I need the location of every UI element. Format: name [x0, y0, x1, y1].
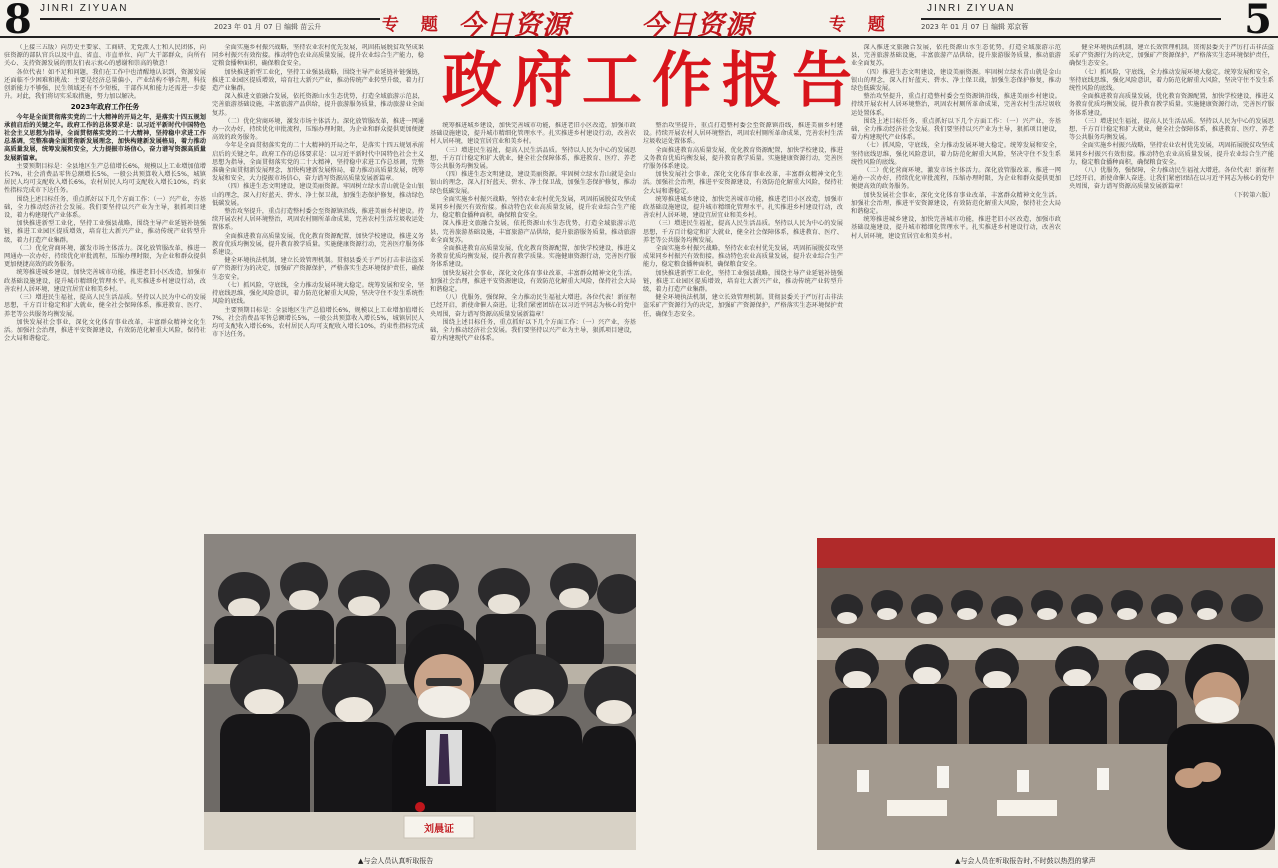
paragraph: 围绕上述目标任务，重点抓好以下几个方面工作：（一）兴产业，夯基础，全力推动经济社会发展。我们要坚持以兴产业为主导，狠抓项目建设，着力构建现代产业体系。 — [4, 195, 206, 220]
paragraph: 各位代表！如不足和问题，我们在工作中也清醒地认识到，资源发展还面临不少困难和挑战：主要是经济总量偏小，产业结构不够合理，科技创新能力不够强，民生领域还有不少短板，干部作风和能力还需进一步提升。对此，我们将切实采取措施，努力加以解决。 — [4, 68, 206, 101]
paragraph: （四）推进生态文明建设，建设美丽资源。牢固树立绿水青山就是金山银山的理念，深入打好蓝天、碧水、净土保卫战，加强生态保护修复，推动绿色低碳发展。 — [212, 183, 424, 207]
paragraph: 围绕上述目标任务，重点抓好以下几个方面工作：（一）兴产业，夯基础，全力推动经济社会发展。我们要坚持以兴产业为主导，狠抓项目建设，着力构建现代产业体系。 — [430, 318, 636, 343]
left-rule — [40, 18, 380, 20]
left-date-line: 2023 年 01 月 07 日 编辑 苗云升 — [214, 23, 322, 31]
meeting-photo-left-illustration — [204, 534, 636, 850]
paragraph: 围绕上述目标任务，重点抓好以下几个方面工作：（一）兴产业，夯基础，全力推动经济社会发展。我们要坚持以兴产业为主导，狠抓项目建设，着力构建现代产业体系。 — [851, 117, 1061, 142]
page-headline: 政府工作报告 — [442, 46, 862, 116]
paragraph: 整治攻坚提升，重点打造整村委会至资源镇沿线，推进美丽乡村建设。持续开展农村人居环境整治，巩固农村厕所革命成果，完善农村生活垃圾收运处置体系。 — [212, 208, 424, 232]
paragraph: （二）优化营商环境，激发市场主体活力。深化放管服改革，推进一网通办一次办好，持续优化审批流程，压缩办理时限，为企业和群众提供更加便捷高效的政务服务。 — [851, 167, 1061, 191]
right-date-line: 2023 年 01 月 07 日 编辑 郑京蓉 — [921, 23, 1029, 31]
paragraph: 加快发展社会事业，深化文化体育事业改革，丰富群众精神文化生活。加强社会治理，推进平安资源建设，有效防范化解重大风险，保持社会大局和谐稳定。 — [430, 269, 636, 294]
paragraph: 整治攻坚提升，重点打造整村委会至资源镇沿线，推进美丽乡村建设。持续开展农村人居环境整治，巩固农村厕所革命成果，完善农村生活垃圾收运处置体系。 — [851, 93, 1061, 117]
right-section-label: 专 题 — [829, 15, 893, 35]
paragraph: 深入推进文旅融合发展，依托资源山水生态优势，打造全域旅游示范县，完善旅游基础设施，丰富旅游产品供给，提升旅游服务质量，推动旅游业全面复苏。 — [851, 44, 1061, 68]
meeting-photo-left — [204, 534, 636, 850]
right-page — [639, 0, 1278, 868]
section-title: 2023年政府工作任务 — [70, 103, 140, 112]
paragraph: 今年是全面贯彻落实党的二十大精神的开局之年，是落实十四五规划承前启后的关键之年。政府工作的总体要求是：以习近平新时代中国特色社会主义思想为指导，全面贯彻落实党的二十大精神，坚持稳中求进工作总基调，完整准确全面贯彻新发展理念，加快构建新发展格局，着力推动高质量发展，统筹发展和安全，大力提振市场信心，奋力谱写资源高质量发展新篇章。 — [212, 142, 424, 183]
paragraph: （三）增进民生福祉，提高人民生活品质。坚持以人民为中心的发展思想，千方百计稳定和扩大就业，健全社会保障体系，推进教育、医疗、养老等公共服务均衡发展。 — [643, 220, 843, 244]
nameplate-label: 刘晨证 — [424, 824, 454, 835]
paragraph: 统筹推进城乡建设，加快完善城市功能，推进老旧小区改造，加强市政基础设施建设，提升城市精细化管理水平。扎实推进乡村建设行动，改善农村人居环境，建设宜居宜业和美乡村。 — [643, 195, 843, 220]
right-page-number: 5 — [1244, 0, 1272, 43]
paragraph: 健全环境执法机制，建立长效管理机制。贯彻县委关于严厉打击非法盗采矿产资源行为的决定，加强矿产资源保护，严格落实生态环境保护责任，确保生态安全。 — [212, 257, 424, 281]
paragraph: （七）抓风险，守底线，全力推动发展环境大稳定。统筹发展和安全，坚持底线思维，强化风险意识，着力防范化解重大风险，坚决守住不发生系统性风险的底线。 — [212, 281, 424, 306]
paragraph: 加快发展社会事业，深化文化体育事业改革，丰富群众精神文化生活。加强社会治理，推进平安资源建设，有效防范化解重大风险，保持社会大局和谐稳定。 — [4, 318, 206, 343]
paragraph: 全面实施乡村振兴战略，坚持农业农村优先发展，巩固拓展脱贫攻坚成果同乡村振兴有效衔接。推动特色农业高质量发展，提升农业综合生产能力，稳定粮食播种面积，确保粮食安全。 — [430, 195, 636, 220]
paragraph: （三）增进民生福祉，提高人民生活品质。坚持以人民为中心的发展思想，千方百计稳定和扩大就业，健全社会保障体系，推进教育、医疗、养老等公共服务均衡发展。 — [1069, 117, 1274, 142]
article-column-6 — [1069, 44, 1274, 534]
article-column-3 — [430, 122, 636, 532]
paragraph: 加快推进新型工业化，坚持工业强县战略，围绕主导产业延链补链强链，推进工业园区提质增效，培育壮大新兴产业，推动传统产业转型升级，着力打造产业集群。 — [212, 68, 424, 93]
paragraph: 健全环境执法机制，建立长效管理机制。贯彻县委关于严厉打击非法盗采矿产资源行为的决定，加强矿产资源保护，严格落实生态环境保护责任，确保生态安全。 — [643, 294, 843, 318]
paragraph: （三）增进民生福祉，提高人民生活品质。坚持以人民为中心的发展思想，千方百计稳定和扩大就业，健全社会保障体系，推进教育、医疗、养老等公共服务均衡发展。 — [430, 146, 636, 171]
article-column-5 — [851, 44, 1061, 534]
paragraph: （四）推进生态文明建设，建设美丽资源。牢固树立绿水青山就是金山银山的理念，深入打好蓝天、碧水、净土保卫战，加强生态保护修复，推动绿色低碳发展。 — [430, 171, 636, 195]
paragraph: 全面推进教育高质量发展，优化教育资源配置，加快学校建设，推进义务教育优质均衡发展，提升教育教学质量。实施健康资源行动，完善医疗服务体系建设。 — [643, 146, 843, 171]
paragraph: （四）推进生态文明建设，建设美丽资源。牢固树立绿水青山就是金山银山的理念，深入打好蓝天、碧水、净土保卫战，加强生态保护修复，推动绿色低碳发展。 — [851, 68, 1061, 93]
paragraph: 今年是全面贯彻落实党的二十大精神的开局之年，是落实十四五规划承前启后的关键之年。政府工作的总体要求是：以习近平新时代中国特色社会主义思想为指导，全面贯彻落实党的二十大精神，坚持稳中求进工作总基调，完整准确全面贯彻新发展理念，加快构建新发展格局，着力推动高质量发展，统筹发展和安全，大力提振市场信心，奋力谱写资源高质量发展新篇章。 — [4, 113, 206, 162]
left-pinyin: JINRI ZIYUAN — [40, 3, 129, 14]
paragraph: 深入推进文旅融合发展，依托资源山水生态优势，打造全域旅游示范县，完善旅游基础设施，丰富旅游产品供给，提升旅游服务质量，推动旅游业全面复苏。 — [212, 93, 424, 117]
paragraph: （七）抓风险，守底线，全力推动发展环境大稳定。统筹发展和安全，坚持底线思维，强化风险意识，着力防范化解重大风险，坚决守住不发生系统性风险的底线。 — [1069, 68, 1274, 93]
paragraph: （二）优化营商环境，激发市场主体活力。深化放管服改革，推进一网通办一次办好，持续优化审批流程，压缩办理时限，为企业和群众提供更加便捷高效的政务服务。 — [212, 117, 424, 142]
right-logo: 今日资源 — [641, 10, 753, 41]
paragraph: （二）优化营商环境，激发市场主体活力。深化放管服改革，推进一网通办一次办好，持续优化审批流程，压缩办理时限，为企业和群众提供更加便捷高效的政务服务。 — [4, 244, 206, 269]
paragraph: 加快推进新型工业化，坚持工业强县战略，围绕主导产业延链补链强链，推进工业园区提质增效，培育壮大新兴产业，推动传统产业转型升级，着力打造产业集群。 — [4, 220, 206, 244]
right-pinyin: JINRI ZIYUAN — [927, 3, 1016, 14]
paragraph: （上接三五版）向历史主要家、工商研、无党派人士和人民团体，向驻资源的部队官兵以及中直、省直、市直单位、向广大干部群众，向所有关心、支持资源发展的朋友们表示衷心的感谢和崇高的敬意！ — [4, 44, 206, 68]
right-photo-caption: ▲与会人员在听取报告时,不时鼓以热烈的掌声 — [955, 857, 1096, 865]
meeting-photo-right-illustration — [817, 538, 1275, 850]
paragraph: 全面实施乡村振兴战略，坚持农业农村优先发展，巩固拓展脱贫攻坚成果同乡村振兴有效衔接。推动特色农业高质量发展，提升农业综合生产能力，稳定粮食播种面积，确保粮食安全。 — [1069, 142, 1274, 166]
continue-note: （下转第六版） — [1230, 191, 1274, 199]
paragraph: 深入推进文旅融合发展，依托资源山水生态优势，打造全域旅游示范县，完善旅游基础设施，丰富旅游产品供给，提升旅游服务质量，推动旅游业全面复苏。 — [430, 220, 636, 244]
paragraph: （八）优服务，强保障，全力推动民生福祉大增进。各位代表！新征程已经开启，新使命催人奋进。让我们紧密团结在以习近平同志为核心的党中央周围，奋力谱写资源高质量发展新篇章！ — [430, 294, 636, 318]
left-logo: 今日资源 — [458, 10, 570, 41]
left-page-number: 8 — [4, 0, 32, 43]
left-masthead — [0, 0, 639, 43]
paragraph: （七）抓风险，守底线，全力推动发展环境大稳定。统筹发展和安全，坚持底线思维，强化风险意识，着力防范化解重大风险，坚决守住不发生系统性风险的底线。 — [851, 142, 1061, 166]
paragraph: 统筹推进城乡建设，加快完善城市功能，推进老旧小区改造，加强市政基础设施建设，提升城市精细化管理水平。扎实推进乡村建设行动，改善农村人居环境，建设宜居宜业和美乡村。 — [851, 216, 1061, 240]
paragraph: 健全环境执法机制，建立长效管理机制。贯彻县委关于严厉打击非法盗采矿产资源行为的决定，加强矿产资源保护，严格落实生态环境保护责任，确保生态安全。 — [1069, 44, 1274, 68]
article-column-1 — [4, 44, 206, 532]
paragraph: 全面实施乡村振兴战略，坚持农业农村优先发展，巩固拓展脱贫攻坚成果同乡村振兴有效衔接。推动特色农业高质量发展，提升农业综合生产能力，稳定粮食播种面积，确保粮食安全。 — [643, 245, 843, 269]
paragraph: （三）增进民生福祉，提高人民生活品质。坚持以人民为中心的发展思想，千方百计稳定和扩大就业，健全社会保障体系，推进教育、医疗、养老等公共服务均衡发展。 — [4, 294, 206, 318]
meeting-photo-right — [817, 538, 1275, 850]
article-column-2 — [212, 44, 424, 532]
right-masthead — [639, 0, 1278, 43]
paragraph: 全面推进教育高质量发展，优化教育资源配置，加快学校建设，推进义务教育优质均衡发展，提升教育教学质量。实施健康资源行动，完善医疗服务体系建设。 — [212, 232, 424, 257]
left-section-label: 专 题 — [382, 15, 446, 35]
paragraph: （八）优服务，强保障，全力推动民生福祉大增进。各位代表！新征程已经开启，新使命催人奋进。让我们紧密团结在以习近平同志为核心的党中央周围，奋力谱写资源高质量发展新篇章！ — [1069, 167, 1274, 191]
paragraph: 统筹推进城乡建设，加快完善城市功能，推进老旧小区改造，加强市政基础设施建设，提升城市精细化管理水平。扎实推进乡村建设行动，改善农村人居环境，建设宜居宜业和美乡村。 — [4, 269, 206, 293]
paragraph: 加快推进新型工业化，坚持工业强县战略，围绕主导产业延链补链强链，推进工业园区提质增效，培育壮大新兴产业，推动传统产业转型升级，着力打造产业集群。 — [643, 269, 843, 294]
paragraph: 加快发展社会事业，深化文化体育事业改革，丰富群众精神文化生活。加强社会治理，推进平安资源建设，有效防范化解重大风险，保持社会大局和谐稳定。 — [851, 191, 1061, 216]
paragraph: 全面推进教育高质量发展，优化教育资源配置，加快学校建设，推进义务教育优质均衡发展，提升教育教学质量。实施健康资源行动，完善医疗服务体系建设。 — [1069, 93, 1274, 117]
paragraph: 加快发展社会事业，深化文化体育事业改革，丰富群众精神文化生活。加强社会治理，推进平安资源建设，有效防范化解重大风险，保持社会大局和谐稳定。 — [643, 171, 843, 195]
paragraph: 统筹推进城乡建设，加快完善城市功能，推进老旧小区改造，加强市政基础设施建设，提升城市精细化管理水平。扎实推进乡村建设行动，改善农村人居环境，建设宜居宜业和美乡村。 — [430, 122, 636, 146]
paragraph: 整治攻坚提升，重点打造整村委会至资源镇沿线，推进美丽乡村建设。持续开展农村人居环境整治，巩固农村厕所革命成果，完善农村生活垃圾收运处置体系。 — [643, 122, 843, 146]
paragraph: 主要预期目标是：全县地区生产总值增长6%，规模以上工业增加值增长7%，社会消费品零售总额增长5%，一般公共预算收入增长5%，城镇居民人均可支配收入增长6%，农村居民人均可支配收入增长10%，约束性指标完成市下达任务。 — [4, 162, 206, 195]
paragraph: 全面推进教育高质量发展，优化教育资源配置，加快学校建设，推进义务教育优质均衡发展，提升教育教学质量。实施健康资源行动，完善医疗服务体系建设。 — [430, 245, 636, 269]
paragraph: 主要预期目标是：全县地区生产总值增长6%，规模以上工业增加值增长7%，社会消费品零售总额增长5%，一般公共预算收入增长5%，城镇居民人均可支配收入增长6%，农村居民人均可支配收入增长10%，约束性指标完成市下达任务。 — [212, 306, 424, 339]
right-rule — [921, 18, 1221, 20]
article-column-4 — [643, 122, 843, 534]
paragraph: 全面实施乡村振兴战略，坚持农业农村优先发展，巩固拓展脱贫攻坚成果同乡村振兴有效衔接。推动特色农业高质量发展，提升农业综合生产能力，稳定粮食播种面积，确保粮食安全。 — [212, 44, 424, 68]
left-photo-caption: ▲与会人员认真听取报告 — [358, 857, 434, 865]
